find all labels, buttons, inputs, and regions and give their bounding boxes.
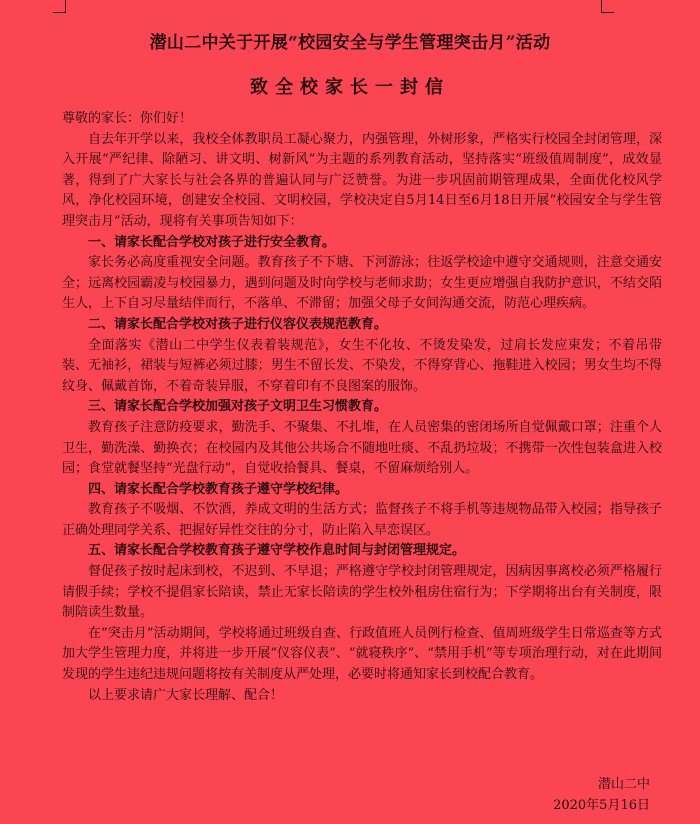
crop-mark-top-left — [53, 0, 66, 13]
page-title: 潜山二中关于开展“校园安全与学生管理突击月”活动 — [149, 33, 551, 53]
letter-body — [62, 109, 662, 706]
salutation: 尊敬的家长：你们好！ — [62, 111, 193, 126]
section-3-body: 教育孩子注意防疫要求，勤洗手、不聚集、不扎堆，在人员密集的密闭场所自觉佩戴口罩；注重个人卫生，勤洗澡、勤换衣；在校园内及其他公共场合不随地吐痰、不乱扔垃圾；不携带一次性包装盒进入校园；食堂就餐坚持“光盘行动”，自觉收拾餐具、餐桌，不留麻烦给别人。 — [62, 419, 662, 477]
section-1-body: 家长务必高度重视安全问题。教育孩子不下塘、下河游泳；往返学校途中遵守交通规则，注意交通安全；远离校园霸凌与校园暴力，遇到问题及时向学校与老师求助；女生更应增强自我防护意识，不结交陌生人，上下自习尽量结伴而行，不落单、不滞留；加强父母子女间沟通交流，防范心理疾病。 — [62, 255, 662, 312]
section-4-heading: 四、请家长配合学校教育孩子遵守学校纪律。 — [88, 481, 349, 497]
closing-paragraph: 在“突击月”活动期间，学校将通过班级自查、行政值班人员例行检查、值周班级学生日常巡查等方式加大学生管理力度，并将进一步开展“仪容仪表”、“就寝秩序”、“禁用手机”等专项治理行动，对在此期间发现的学生违纪违规问题将按有关制度从严处理，必要时将通知家长到校配合教育。 — [62, 625, 662, 683]
section-4-body: 教育孩子不吸烟、不饮酒，养成文明的生活方式；监督孩子不将手机等违规物品带入校园；指导孩子正确处理同学关系、把握好异性交往的分寸，防止陷入早恋误区。 — [62, 502, 662, 538]
closing-line: 以上要求请广大家长理解、配合！ — [88, 687, 284, 703]
section-1-heading: 一、请家长配合学校对孩子进行安全教育。 — [88, 234, 336, 250]
signature-org: 潜山二中 — [597, 777, 650, 792]
section-5-body: 督促孩子按时起床到校，不迟到、不早退；严格遵守学校封闭管理规定，因病因事离校必须严格履行请假手续；学校不提倡家长陪读，禁止无家长陪读的学生校外租房住宿行为；下学期将出台有关制度，限制陪读生数量。 — [62, 564, 662, 621]
page-subtitle: 致全校家长一封信 — [250, 77, 450, 98]
section-2-heading: 二、请家长配合学校对孩子进行仪容仪表规范教育。 — [88, 316, 388, 332]
section-3-heading: 三、请家长配合学校加强对孩子文明卫生习惯教育。 — [88, 399, 388, 415]
signature-date: 2020年5月16日 — [553, 798, 650, 813]
section-5-heading: 五、请家长配合学校教育孩子遵守学校作息时间与封闭管理规定。 — [88, 543, 466, 559]
section-2-body: 全面落实《潜山二中学生仪表着装规范》，女生不化妆、不烫发染发，过肩长发应束发；不着吊带装、无袖衫，裙装与短裤必须过膝；男生不留长发、不染发，不得穿背心、拖鞋进入校园；男女生均不得纹身、佩戴首饰，不着奇装异服，不穿着印有不良图案的服饰。 — [62, 337, 662, 394]
intro-paragraph: 自去年开学以来，我校全体教职员工凝心聚力，内强管理，外树形象，严格实行校园全封闭管理，深入开展“严纪律、除陋习、讲文明、树新风”为主题的系列教育活动，坚持落实“班级值周制度”，成效显著，得到了广大家长与社会各界的普遍认同与广泛赞誉。为进一步巩固前期管理成果，全面优化校风学风，净化校园环境，创建安全校园、文明校园，学校决定自5月14日至6月18日开展“校园安全与学生管理突击月”活动，现将有关事项告知如下： — [62, 131, 662, 229]
signature-block — [553, 774, 650, 816]
crop-mark-top-right — [601, 0, 614, 13]
